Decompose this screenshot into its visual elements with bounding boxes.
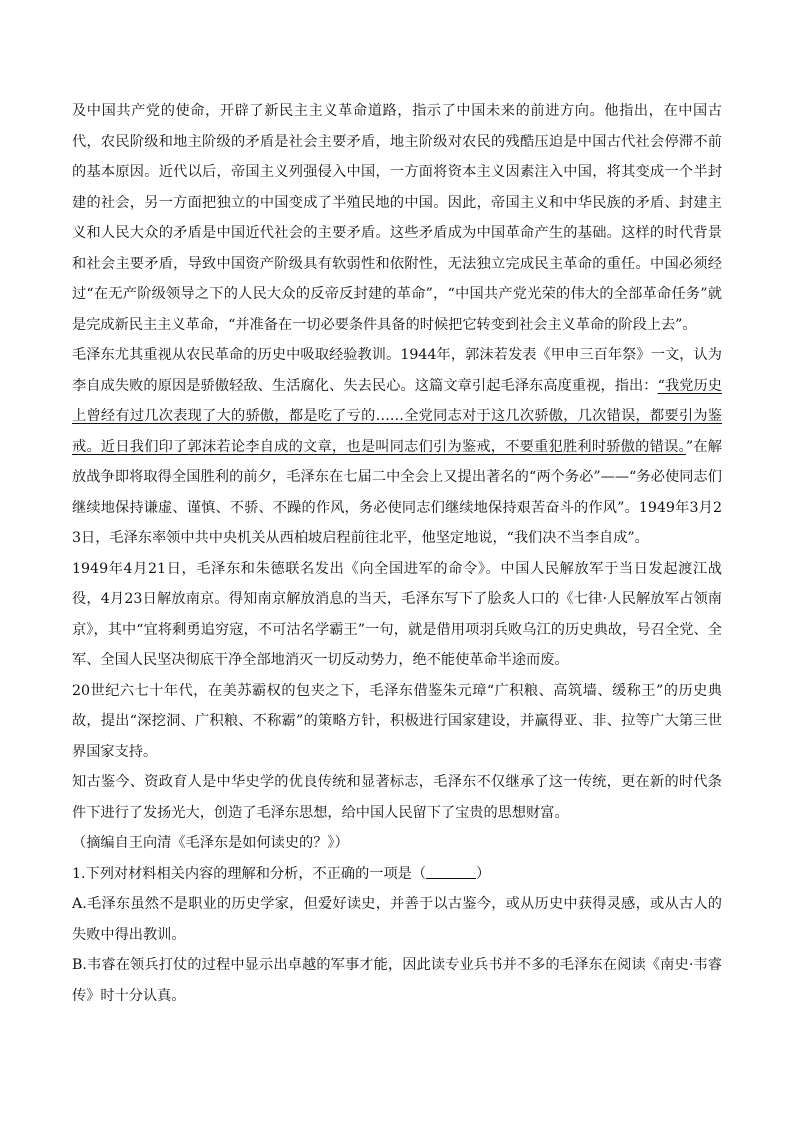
paragraph-lessons-peasant-revolution xyxy=(72,340,722,554)
question-stem-text: 1.下列对材料相关内容的理解和分析，不正确的一项是（ xyxy=(72,865,427,882)
source-citation: （摘编自王向清《毛泽东是如何读史的？》） xyxy=(72,835,349,851)
paragraph-nanjing-liberation: 1949年4月21日，毛泽东和朱德联名发出《向全国进军的命令》。中国人民解放军于当日发起渡江战役，4月23日解放南京。得知南京解放消息的当天，毛泽东写下了脍炙人口的《七律·人民解放军占领南京》，其中“宜将剩勇追穷寇，不可沽名学霸王”一句，就是借用项羽兵败乌江的历史典故，号召全党、全军、全国人民坚决彻底干净全部地消灭一切反动势力，绝不能使革命半途而废。 xyxy=(72,560,722,668)
paragraph-conclusion: 知古鉴今、资政育人是中华史学的优良传统和显著标志，毛泽东不仅继承了这一传统，更在新的时代条件下进行了发扬光大，创造了毛泽东思想，给中国人民留下了宝贵的思想财富。 xyxy=(72,774,722,821)
document-body xyxy=(72,96,722,1011)
paragraph-strategy: 20世纪六七十年代，在美苏霸权的包夹之下，毛泽东借鉴朱元璋“广积粮、高筑墙、缓称王”的历史典故，提出“深挖洞、广积粮、不称霸”的策略方针，积极进行国家建设，并赢得亚、非、拉等广大第三世界国家支持。 xyxy=(72,682,722,760)
question-stem-close: ） xyxy=(476,865,491,882)
paragraph-historical-analysis: 及中国共产党的使命，开辟了新民主主义革命道路，指示了中国未来的前进方向。他指出，在中国古代，农民阶级和地主阶级的矛盾是社会主要矛盾，地主阶级对农民的残酷压迫是中国古代社会停滞不前的基本原因。近代以后，帝国主义列强侵入中国，一方面将资本主义因素注入中国，将其变成一个半封建的社会，另一方面把独立的中国变成了半殖民地的中国。因此，帝国主义和中华民族的矛盾、封建主义和人民大众的矛盾是中国近代社会的主要矛盾。这些矛盾成为中国革命产生的基础。这样的时代背景和社会主要矛盾，导致中国资产阶级具有软弱性和依附性，无法独立完成民主革命的重任。中国必须经过“在无产阶级领导之下的人民大众的反帝反封建的革命”，“中国共产党光荣的伟大的全部革命任务”就是完成新民主主义革命，“并准备在一切必要条件具备的时候把它转变到社会主义革命的阶段上去”。 xyxy=(72,103,722,333)
underlined-quote: “我党历史上曾经有过几次表现了大的骄傲，都是吃了亏的……全党同志对于这几次骄傲，几次错误，都要引为鉴戒。近日我们印了郭沫若论李自成的文章，也是叫同志们引为鉴戒，不要重犯胜利时骄傲的错误。 xyxy=(72,377,722,455)
option-a: A.毛泽东虽然不是职业的历史学家，但爱好读史，并善于以古鉴今，或从历史中获得灵感，或从古人的失败中得出教训。 xyxy=(72,896,722,943)
paragraph-lessons-continuation: ”在解放战争即将取得全国胜利的前夕，毛泽东在七届二中全会上又提出著名的“两个务必”——“务必使同志们继续地保持谦虚、谨慎、不骄、不躁的作风，务必使同志们继续地保持艰苦奋斗的作风”。1949年3月23日，毛泽东率领中共中央机关从西柏坡启程前往北平，他坚定地说，“我们决不当李自成”。 xyxy=(72,438,722,546)
question-stem xyxy=(72,859,722,890)
answer-blank[interactable] xyxy=(426,864,476,879)
option-b: B.韦睿在领兵打仗的过程中显示出卓越的军事才能，因此读专业兵书并不多的毛泽东在阅读《南史·韦睿传》时十分认真。 xyxy=(72,957,722,1004)
paragraph-lessons-intro: 毛泽东尤其重视从农民革命的历史中吸取经验教训。1944年，郭沫若发表《甲申三百年祭》一文，认为李自成失败的原因是骄傲轻敌、生活腐化、失去民心。这篇文章引起毛泽东高度重视，指出： xyxy=(72,347,722,394)
